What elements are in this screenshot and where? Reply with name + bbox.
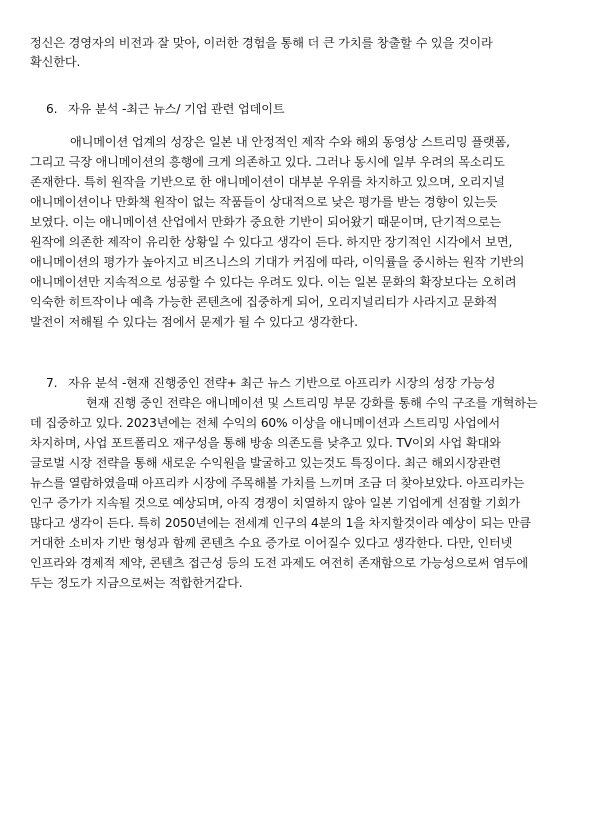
section7-line: 인구 증가가 지속될 것으로 예상되며, 아직 경쟁이 치열하지 않아 일본 기업에게 선점할 기회가 [30, 496, 521, 510]
section6-number: 6. [46, 102, 58, 116]
section7-line: 글로벌 시장 전략을 통해 새로운 수익원을 발굴하고 있는것도 특징이다. 최근 해외시장관련 [30, 456, 502, 470]
section7-line: 현재 진행 중인 전략은 애니메이션 및 스트리밍 부문 강화를 통해 수익 구조를 개혁하는 [86, 396, 538, 410]
section6-line: 익숙한 히트작이나 예측 가능한 콘텐츠에 집중하게 되어, 오리지널리티가 사라지고 문화적 [30, 295, 498, 309]
section7-line: 데 집중하고 있다. 2023년에는 전체 수익의 60% 이상을 애니메이션과 스트리밍 사업에서 [30, 416, 500, 430]
section7-number: 7. [46, 376, 58, 390]
section7-line: 많다고 생각이 든다. 특히 2050년에는 전세계 인구의 4분의 1을 차지할것이라 예상이 되는 만큼 [30, 516, 531, 530]
section7-line: 차지하며, 사업 포트폴리오 재구성을 통해 방송 의존도를 낮추고 있다. TV이외 사업 확대와 [30, 436, 501, 450]
section6-line: 애니메이션이나 만화책 원작이 없는 작품들이 상대적으로 낮은 평가를 받는 경향이 있는듯 [30, 195, 498, 209]
section6-title: 자유 분석 -최근 뉴스/ 기업 관련 업데이트 [68, 102, 285, 116]
intro-line: 확신한다. [30, 55, 81, 69]
section6-line: 존재한다. 특히 원작을 기반으로 한 애니메이션이 대부분 우위를 차지하고 있으며, 오리지널 [30, 175, 505, 189]
intro-line: 정신은 경영자의 비전과 잘 맞아, 이러한 경험을 통해 더 큰 가치를 창출할 수 있을 것이라 [30, 36, 493, 50]
section6-line: 애니메이션의 평가가 높아지고 비즈니스의 기대가 커짐에 따라, 이익률을 중시하는 원작 기반의 [30, 255, 525, 269]
section6-line: 애니메이션 업계의 성장은 일본 내 안정적인 제작 수와 해외 동영상 스트리밍 플랫폼, [70, 135, 510, 149]
section7-line: 거대한 소비자 기반 형성과 함께 콘텐츠 수요 증가로 이어질수 있다고 생각한다. 다만, 인터넷 [30, 536, 513, 550]
section6-line: 보였다. 이는 애니메이션 산업에서 만화가 중요한 기반이 되어왔기 때문이며, 단기적으로는 [30, 215, 502, 229]
section6-line: 발전이 저해될 수 있다는 점에서 문제가 될 수 있다고 생각한다. [30, 315, 358, 329]
section7-line: 두는 정도가 지금으로써는 적합한거같다. [30, 576, 243, 590]
section7-heading [46, 373, 495, 393]
section6-line: 원작에 의존한 제작이 유리한 상황일 수 있다고 생각이 든다. 하지만 장기적인 시각에서 보면, [30, 235, 513, 249]
section7-line: 뉴스를 열람하였을때 아프리카 시장에 주목해볼 가치를 느끼며 조금 더 찾아보았다. 아프리카는 [30, 476, 525, 490]
section6-line: 그리고 극장 애니메이션의 흥행에 크게 의존하고 있다. 그러나 동시에 일부 우려의 목소리도 [30, 155, 505, 169]
section7-title: 자유 분석 -현재 진행중인 전략+ 최근 뉴스 기반으로 아프리카 시장의 성장 가능성 [68, 376, 496, 390]
section6-heading [46, 99, 285, 119]
section7-line: 인프라와 경제적 제약, 콘텐츠 접근성 등의 도전 과제도 여전히 존재함으로 가능성으로써 염두에 [30, 556, 528, 570]
section6-line: 애니메이션만 지속적으로 성공할 수 있다는 우려도 있다. 이는 일본 문화의 확장보다는 오히려 [30, 275, 517, 289]
